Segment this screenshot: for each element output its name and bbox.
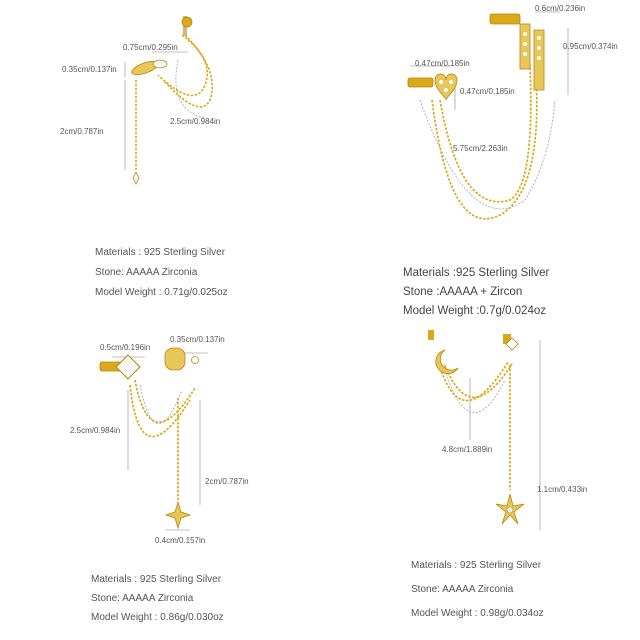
weight-text: Model Weight : 0.98g/0.034oz: [411, 608, 544, 619]
dim-label: 0.95cm/0.374in: [563, 42, 618, 51]
dim-label: 0.4cm/0.157in: [155, 536, 206, 545]
dim-label: 2.5cm/0.984in: [170, 117, 221, 126]
dim-label: 1.1cm/0.433in: [537, 485, 588, 494]
dim-label: 5.75cm/2.263in: [453, 144, 508, 153]
dim-label: 2cm/0.787in: [60, 127, 104, 136]
dim-label: 0.35cm/0.137in: [62, 65, 117, 74]
weight-text: Model Weight : 0.86g/0.030oz: [91, 612, 224, 623]
materials-text: Materials : 925 Sterling Silver: [95, 247, 226, 258]
weight-text: Model Weight :0.7g/0.024oz: [403, 305, 546, 317]
dim-label: 2.5cm/0.984in: [70, 426, 121, 435]
dim-label: 0.75cm/0.295in: [123, 43, 178, 52]
dim-label: 0.47cm/0.185in: [460, 87, 515, 96]
dim-label: 4.8cm/1.889in: [442, 445, 493, 454]
materials-text: Materials :925 Sterling Silver: [403, 267, 550, 279]
product-panel-2: [320, 0, 640, 320]
dim-label: 0.5cm/0.196in: [100, 343, 151, 352]
product-panel-4: [320, 320, 640, 640]
dim-label: 0.6cm/0.236in: [535, 4, 586, 13]
dim-label: 0.47cm/0.185in: [415, 59, 470, 68]
earring-3-illustration: [0, 320, 320, 640]
stone-text: Stone :AAAAA + Zircon: [403, 286, 523, 298]
materials-text: Materials : 925 Sterling Silver: [91, 574, 222, 585]
dim-label: 2cm/0.787in: [205, 477, 249, 486]
materials-text: Materials : 925 Sterling Silver: [411, 560, 542, 571]
stone-text: Stone: AAAAA Zirconia: [411, 584, 514, 595]
product-panel-1: [0, 0, 320, 320]
weight-text: Model Weight : 0.71g/0.025oz: [95, 287, 228, 298]
dim-label: 0.35cm/0.137in: [170, 335, 225, 344]
stone-text: Stone: AAAAA Zirconia: [95, 267, 198, 278]
product-panel-3: [0, 320, 320, 640]
stone-text: Stone: AAAAA Zirconia: [91, 593, 194, 604]
